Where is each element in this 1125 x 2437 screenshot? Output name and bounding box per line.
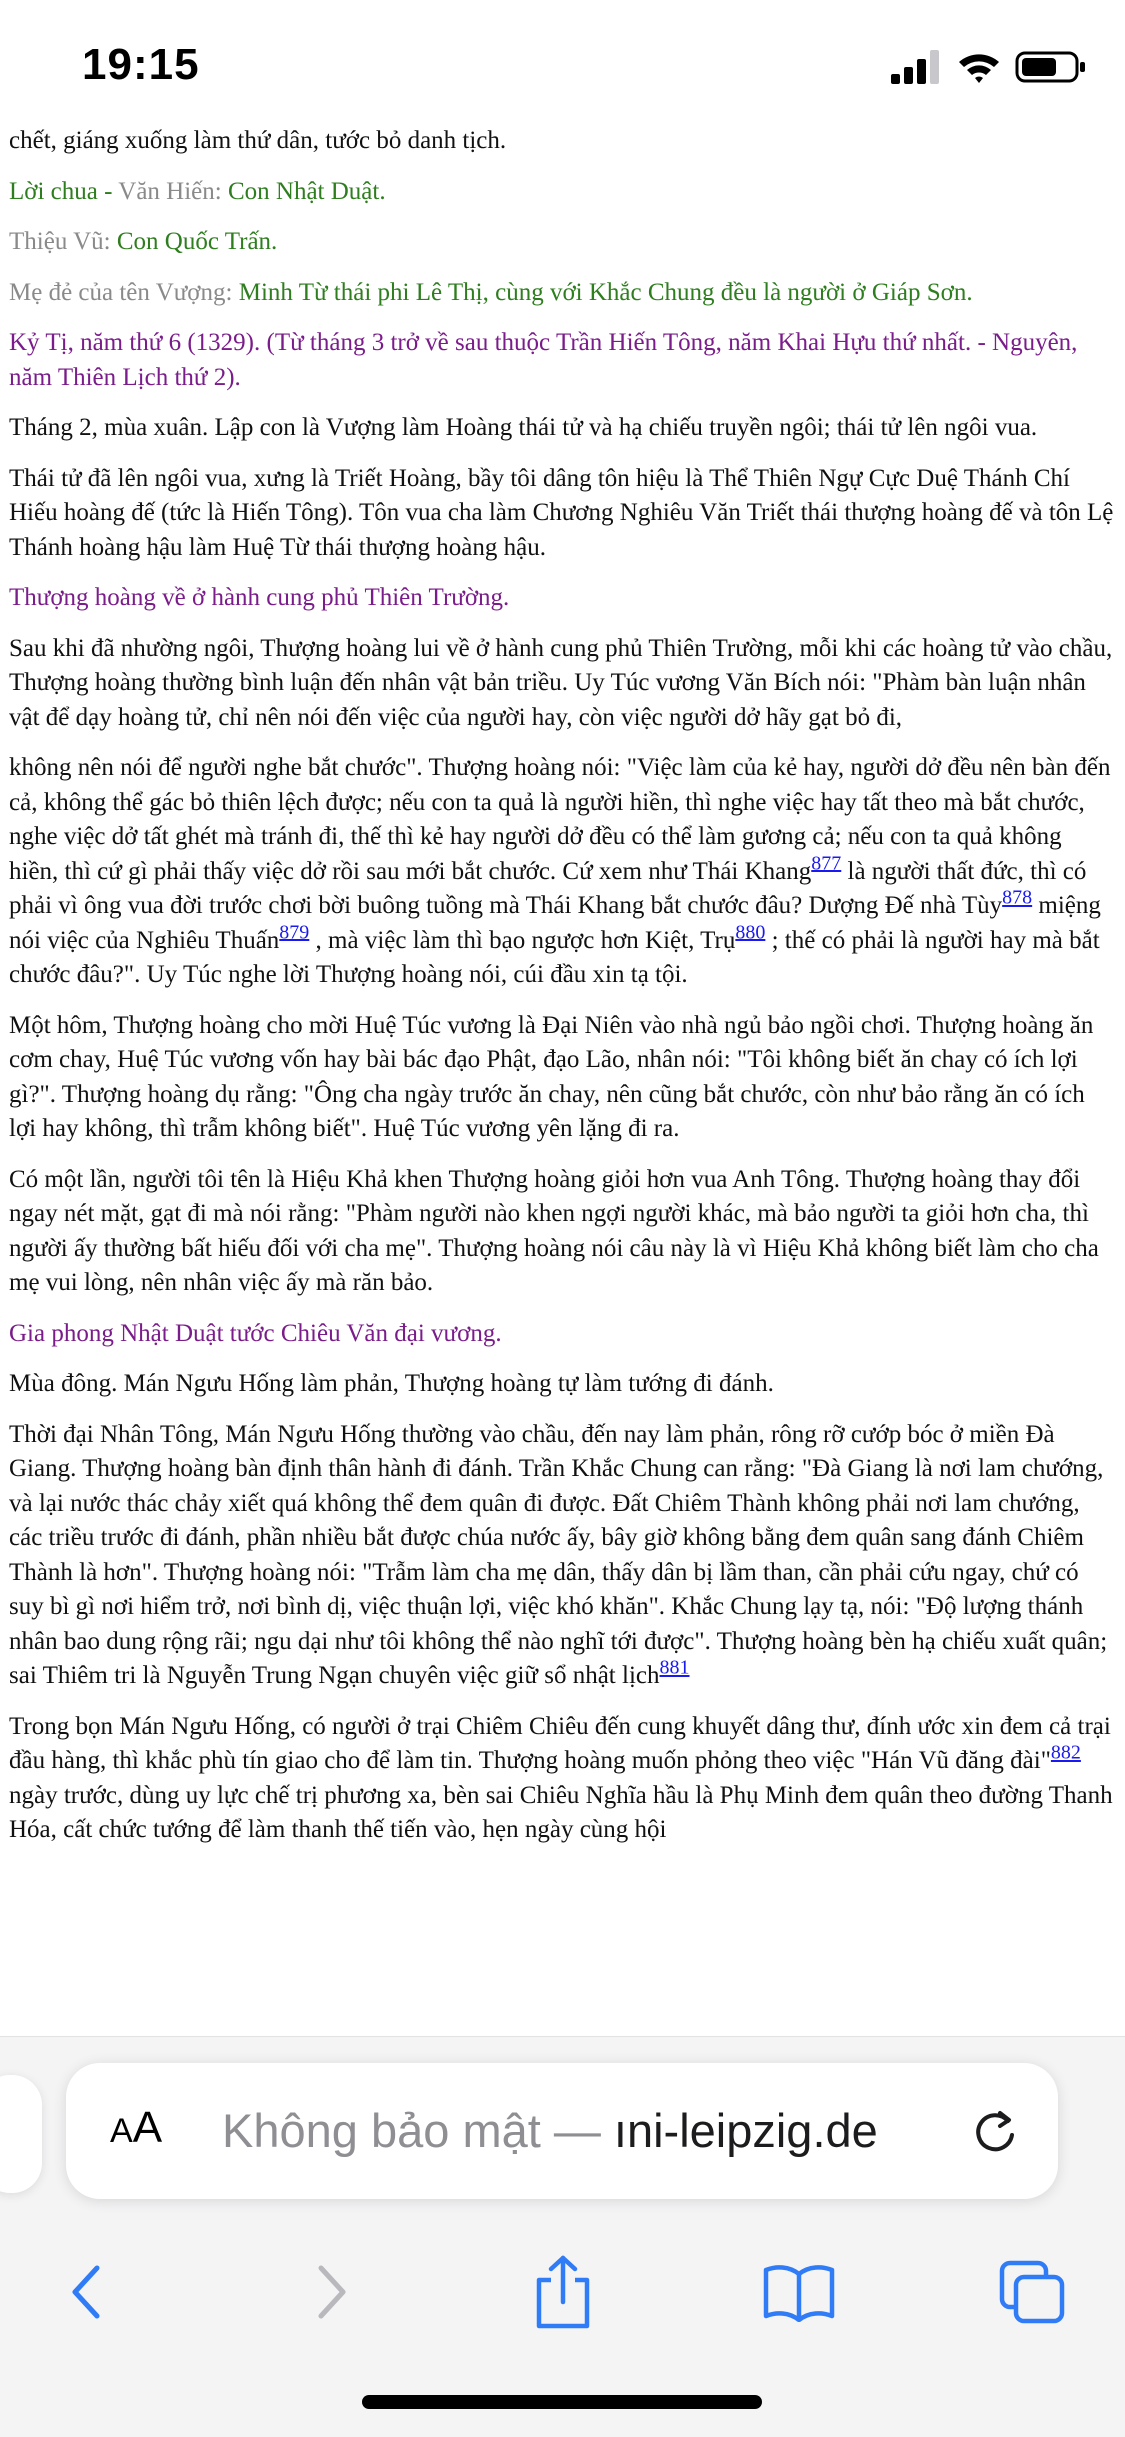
- previous-tab-peek[interactable]: [0, 2075, 42, 2193]
- note-label: Mẹ đẻ của tên Vượng:: [9, 278, 239, 306]
- year-heading: Kỷ Tị, năm thứ 6 (1329). (Từ tháng 3 trở về sau thuộc Trần Hiến Tông, năm Khai Hựu thứ nhất. - Nguyên, năm Thiên Lịch thứ 2).: [9, 329, 1078, 391]
- note-line: [9, 276, 1117, 311]
- signal-icon: [889, 50, 943, 84]
- share-button[interactable]: [508, 2237, 618, 2347]
- paragraph: Thái tử đã lên ngôi vua, xưng là Triết Hoàng, bầy tôi dâng tôn hiệu là Thể Thiên Ngự Cực Duệ Thánh Chí Hiếu hoàng đế (tức là Hiến Tông). Tôn vua cha làm Chương Nghiêu Văn Triết thái thượng hoàng đế và tôn Lệ Thánh hoàng hậu làm Huệ Từ thái thượng hoàng hậu.: [9, 464, 1114, 561]
- status-bar: [0, 0, 1125, 120]
- text-size-button[interactable]: AA: [110, 2103, 163, 2152]
- url-host: ıni-leipzig.de: [613, 2104, 878, 2157]
- paragraph-text: ngày trước, dùng uy lực chế trị phương xa, bèn sai Chiêu Nghĩa hầu là Phụ Minh đem quân theo đường Thanh Hóa, cất chức tướng để làm thanh thế tiến vào, hẹn ngày cùng hội: [9, 1781, 1113, 1843]
- paragraph: [9, 751, 1117, 993]
- note-value: Minh Từ thái phi Lê Thị, cùng với Khắc Chung đều là người ở Giáp Sơn.: [238, 278, 973, 306]
- note-value: Con Quốc Trấn.: [116, 228, 278, 255]
- forward-button[interactable]: [276, 2237, 386, 2347]
- chevron-right-icon: [311, 2262, 351, 2322]
- footnote-link[interactable]: 878: [1002, 886, 1033, 909]
- section-heading: Gia phong Nhật Duật tước Chiêu Văn đại vương.: [9, 1319, 502, 1347]
- paragraph-text: ; thế có phải là người hay mà bắt chước đâu?". Uy Túc nghe lời Thượng hoàng nói, cúi đầu xin tạ tội.: [9, 926, 1100, 988]
- battery-icon: [1015, 50, 1087, 84]
- address-bar[interactable]: [66, 2063, 1058, 2199]
- footnote-link[interactable]: 881: [659, 1656, 690, 1679]
- note-line: [9, 175, 1117, 210]
- article-content: [9, 124, 1117, 2036]
- share-icon: [533, 2254, 593, 2330]
- browser-chrome: [0, 2036, 1125, 2437]
- book-icon: [762, 2262, 836, 2322]
- wifi-icon: [957, 50, 1001, 84]
- note-line: [9, 225, 1117, 260]
- paragraph-text: , mà việc làm thì bạo ngược hơn Kiệt, Trụ: [309, 926, 736, 954]
- status-time: 19:15: [82, 40, 200, 89]
- note-value: Con Nhật Duật.: [227, 177, 386, 205]
- section-heading: Thượng hoàng về ở hành cung phủ Thiên Trường.: [9, 584, 510, 611]
- security-warning: Không bảo mật —: [222, 2104, 614, 2157]
- paragraph: chết, giáng xuống làm thứ dân, tước bỏ danh tịch.: [9, 127, 507, 154]
- paragraph-text: Trong bọn Mán Ngưu Hống, có người ở trại Chiêm Chiêu đến cung khuyết dâng thư, đính ước xin đem cả trại đầu hàng, thì khắc phù tín giao cho để làm tin. Thượng hoàng muốn phỏng theo việc "Hán Vũ đăng đài": [9, 1712, 1111, 1774]
- paragraph: Một hôm, Thượng hoàng cho mời Huệ Túc vương là Đại Niên vào nhà ngủ bảo ngồi chơi. Thượng hoàng ăn cơm chay, Huệ Túc vương vốn hay bài bác đạo Phật, đạo Lão, nhân nói: "Tôi không biết ăn chay có ích lợi gì?". Thượng hoàng dụ rằng: "Ông cha ngày trước ăn chay, nên cũng bắt chước, còn như bảo rằng ăn có ích lợi hay không, thì trẫm không biết". Huệ Túc vương yên lặng đi ra.: [9, 1011, 1094, 1142]
- back-button[interactable]: [32, 2237, 142, 2347]
- note-label: Lời chua -: [9, 177, 119, 205]
- home-indicator[interactable]: [362, 2395, 762, 2409]
- paragraph-text: là người thất đức, thì có phải vì ông vua đời trước chơi bời buông tuồng mà Thái Khang bắt chước đâu? Dượng Đế nhà Tùy: [9, 857, 1087, 919]
- paragraph: [9, 1710, 1117, 1848]
- paragraph: Tháng 2, mùa xuân. Lập con là Vượng làm Hoàng thái tử và hạ chiếu truyền ngôi; thái tử lên ngôi vua.: [9, 414, 1038, 441]
- paragraph: Có một lần, người tôi tên là Hiệu Khả khen Thượng hoàng giỏi hơn vua Anh Tông. Thượng hoàng thay đổi ngay nét mặt, gạt đi mà nói rằng: "Phàm người nào khen ngợi người khác, mà bảo người ta giỏi hơn cha, thì người ấy thường bất hiếu đối với cha mẹ". Thượng hoàng nói câu này là vì Hiệu Khả không biết làm cho cha mẹ vui lòng, nên nhân việc ấy mà răn bảo.: [9, 1165, 1099, 1296]
- bookmarks-button[interactable]: [744, 2237, 854, 2347]
- status-icons: [889, 50, 1087, 84]
- chevron-left-icon: [67, 2262, 107, 2322]
- url-field[interactable]: [222, 2101, 962, 2161]
- browser-toolbar: [0, 2237, 1125, 2357]
- footnote-link[interactable]: 877: [811, 852, 842, 875]
- reload-icon[interactable]: [970, 2107, 1020, 2157]
- note-label: Văn Hiến:: [118, 177, 228, 205]
- paragraph: Mùa đông. Mán Ngưu Hống làm phản, Thượng hoàng tự làm tướng đi đánh.: [9, 1370, 774, 1397]
- footnote-link[interactable]: 882: [1050, 1741, 1081, 1764]
- note-label: Thiệu Vũ:: [9, 228, 117, 255]
- tabs-button[interactable]: [978, 2237, 1088, 2347]
- footnote-link[interactable]: 880: [735, 921, 766, 944]
- paragraph: [9, 1418, 1117, 1694]
- paragraph-text: Thời đại Nhân Tông, Mán Ngưu Hống thường vào chầu, đến nay làm phản, rông rỡ cướp bóc ở miền Đà Giang. Thượng hoàng bàn định thân hành đi đánh. Trần Khắc Chung can rằng: "Đà Giang là nơi lam chướng, và lại nước thác chảy xiết quá không thể đem quân đi được. Đất Chiêm Thành không phải nơi lam chướng, các triều trước đi đánh, phần nhiều bắt được chúa nước ấy, bây giờ không bằng đem quân sang đánh Chiêm Thành là hơn". Thượng hoàng nói: "Trẫm làm cha mẹ dân, thấy dân bị lầm than, cần phải cứu ngay, chứ có suy bì gì nơi hiểm trở, nơi bình dị, việc thuận lợi, việc khó khăn". Khắc Chung lạy tạ, nói: "Độ lượng thánh nhân bao dung rộng rãi; ngu dại như tôi không thể nào nghĩ tới được". Thượng hoàng bèn hạ chiếu xuất quân; sai Thiêm tri là Nguyễn Trung Ngạn chuyên việc giữ sổ nhật lịch: [9, 1420, 1108, 1689]
- paragraph-text: miệng nói việc của Nghiêu Thuấn: [9, 892, 1101, 954]
- footnote-link[interactable]: 879: [279, 921, 310, 944]
- paragraph: Sau khi đã nhường ngôi, Thượng hoàng lui về ở hành cung phủ Thiên Trường, mỗi khi các hoàng tử vào chầu, Thượng hoàng thường bình luận đến nhân vật bản triều. Uy Túc vương Văn Bích nói: "Phàm bàn luận nhân vật để dạy hoàng tử, chỉ nên nói đến việc của người hay, còn việc người dở hãy gạt bỏ đi,: [9, 634, 1113, 731]
- paragraph-text: không nên nói để người nghe bắt chước". Thượng hoàng nói: "Việc làm của kẻ hay, người dở đều nên bàn đến cả, không thể gác bỏ thiên lệch được; nếu con ta quả là người hiền, thì nghe việc hay tất theo mà bắt chước, nghe việc dở tất ghét mà tránh đi, thế thì kẻ hay người dở đều có thể làm gương cả; nếu con ta quả không hiền, thì cứ gì phải thấy việc dở rồi sau mới bắt chước. Cứ xem như Thái Khang: [9, 754, 1111, 885]
- tabs-icon: [998, 2259, 1068, 2325]
